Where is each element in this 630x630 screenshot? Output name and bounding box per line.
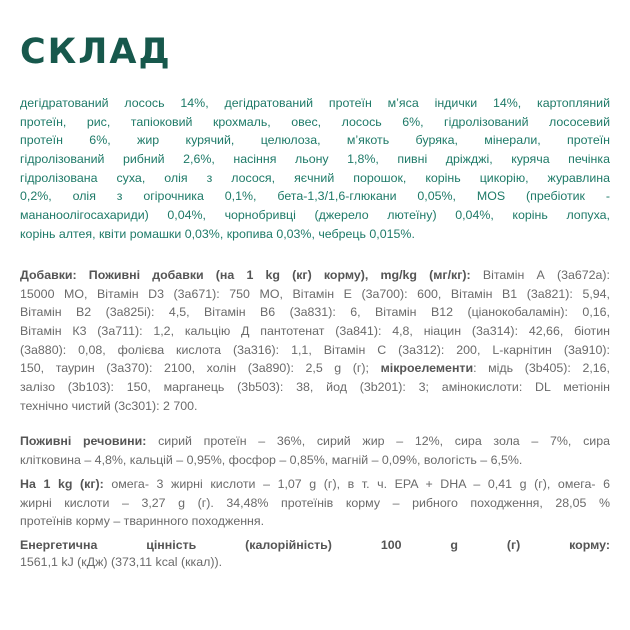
text-segment: протеїнів корму – тваринного походження.	[20, 514, 265, 529]
text-segment: 150, таурин (3а370): 2100, холін (3а890): 2,5 g (г);	[20, 361, 381, 376]
text-line	[20, 266, 610, 285]
text-line	[20, 451, 610, 470]
text-segment: протеїн, рис, тапіоковий крохмаль, овес, лосось 6%, гідролізований лососевий	[20, 114, 610, 129]
text-segment: клітковина – 4,8%, кальцій – 0,95%, фосфор – 0,85%, магній – 0,09%, вологість – 6,5%.	[20, 452, 523, 467]
text-line	[20, 359, 610, 378]
text-segment: гідролізований рибний 2,6%, насіння льону 1,8%, пивні дріжджі, куряча печінка	[20, 152, 610, 167]
text-line	[20, 432, 610, 451]
bold-label: мікроелементи	[380, 361, 474, 376]
text-line	[20, 397, 610, 416]
text-line	[20, 378, 610, 397]
text-segment: (3а880): 0,08, фолієва кислота (3а316): 1,1, Вітамін С (3а312): 200, L-карнітин (3а910):	[20, 342, 610, 357]
text-segment: жирні кислоти – 3,27 g (г). 34,48% протеїнів корму – рибного походження, 28,05 %	[20, 495, 610, 510]
text-line	[20, 285, 610, 304]
bold-label: Добавки: Поживні добавки (на 1 kg (кг) корму), mg/kg (мг/кг):	[20, 268, 483, 282]
text-line	[20, 322, 610, 341]
energy-paragraph	[20, 537, 610, 571]
text-segment: Вітамін К3 (3а711): 1,2, кальцію Д пантотенат (3а841): 4,8, ніацин (3а314): 42,66, біотин	[20, 324, 610, 339]
text-segment: : мідь (3b405): 2,16,	[473, 361, 610, 376]
text-segment: мананоолігосахариди) 0,04%, чорнобривці (джерело лютеїну) 0,04%, корінь лопуха,	[20, 208, 610, 223]
bold-label: Поживні речовини:	[20, 434, 159, 448]
text-line	[20, 113, 610, 132]
text-segment: 0,2%, олія з огірочника 0,1%, бета-1,3/1,6-глюкани 0,05%, MOS (пребіотик -	[20, 189, 610, 204]
page-title: СКЛАД	[20, 32, 172, 72]
text-line	[20, 150, 610, 169]
text-segment: гідролізована суха, олія з лосося, яєчний порошок, корінь цикорію, журавлина	[20, 170, 610, 185]
nutrients-paragraph	[20, 432, 610, 469]
text-line	[20, 494, 610, 513]
additives-paragraph	[20, 266, 610, 416]
ingredients-list	[20, 94, 610, 244]
text-segment: 15000 МО, Вітамін D3 (3а671): 750 МО, Вітамін Е (3а700): 600, Вітамін В1 (3а821): 5,94,	[20, 286, 610, 301]
text-line	[20, 341, 610, 360]
text-line	[20, 303, 610, 322]
text-segment: дегідратований лосось 14%, дегідратований протеїн м’яса індички 14%, картопляний	[20, 96, 610, 110]
text-line	[20, 537, 610, 554]
text-line	[20, 512, 610, 531]
text-segment: залізо (3b103): 150, марганець (3b503): 38, йод (3b201): 3; амінокислоти: DL метіонін	[20, 380, 610, 395]
text-line	[20, 169, 610, 188]
text-segment: сирий протеїн – 36%, сирий жир – 12%, сира зола – 7%, сира	[158, 434, 610, 448]
text-segment: технічно чистий (3с301): 2 700.	[20, 398, 198, 413]
text-segment: омега- 3 жирні кислоти – 1,07 g (г), в т. ч. EPA + DHA – 0,41 g (г), омега- 6	[111, 477, 610, 491]
per-kg-paragraph	[20, 475, 610, 531]
text-line	[20, 225, 610, 244]
text-line	[20, 131, 610, 150]
bold-label: Енергетична цінність (калорійність) 100 g (г) корму:	[20, 538, 610, 552]
text-segment: корінь алтея, квіти ромашки 0,03%, кропива 0,03%, чебрець 0,015%.	[20, 226, 415, 241]
text-line	[20, 475, 610, 494]
text-segment: Вітамін В2 (3а825і): 4,5, Вітамін В6 (3а831): 6, Вітамін В12 (ціанокобаламін): 0,16,	[20, 305, 610, 320]
text-line	[20, 94, 610, 113]
text-segment: Вітамін А (3а672а):	[482, 268, 610, 282]
text-segment: 1561,1 kJ (кДж) (373,11 kcal (ккал)).	[20, 555, 223, 569]
text-line	[20, 554, 610, 571]
text-line	[20, 206, 610, 225]
text-segment: протеїн 6%, жир курячий, целюлоза, м’якоть буряка, мінерали, протеїн	[20, 133, 610, 148]
bold-label: На 1 kg (кг):	[20, 477, 112, 491]
text-line	[20, 187, 610, 206]
